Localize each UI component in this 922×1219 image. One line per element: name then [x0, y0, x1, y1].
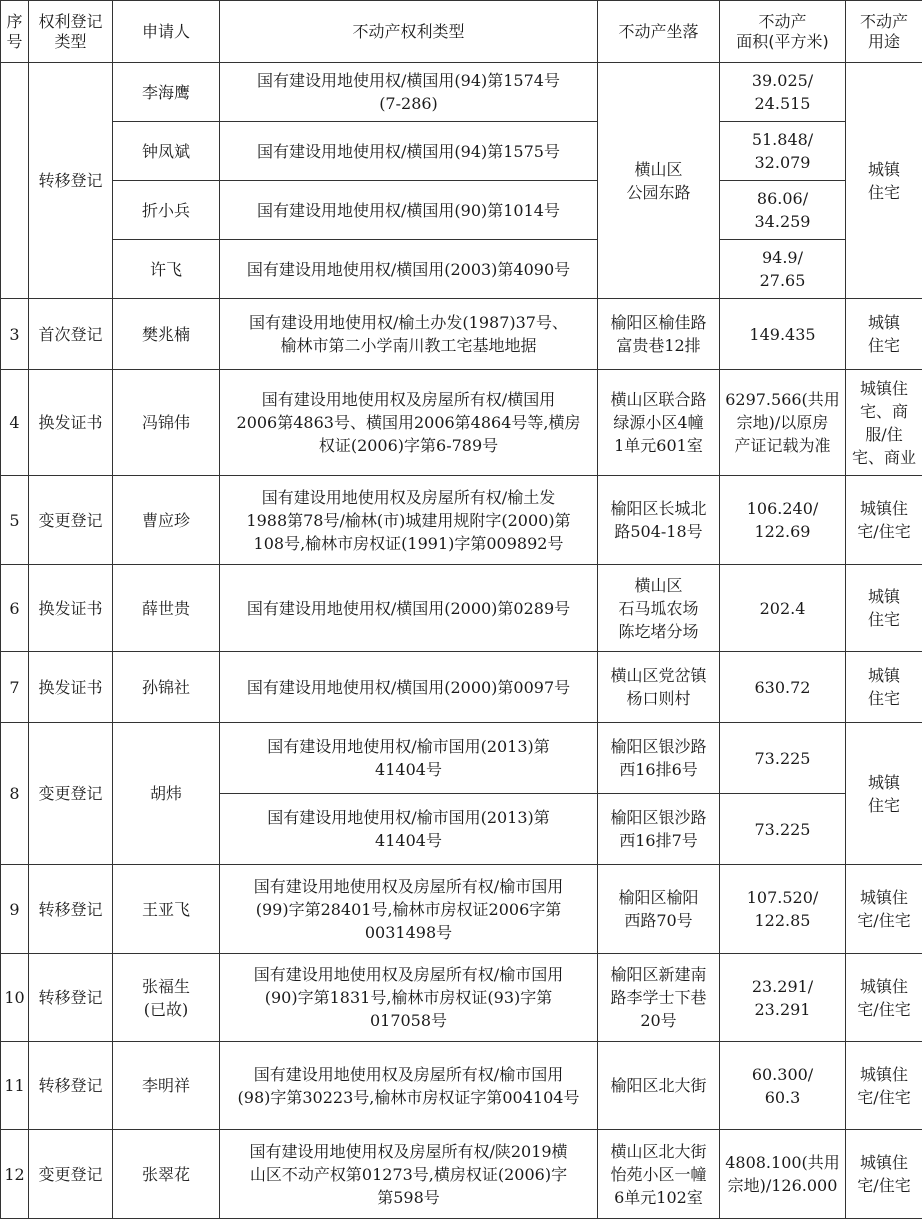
- area-cell: 73.225: [720, 723, 846, 794]
- right-type-cell: 国有建设用地使用权及房屋所有权/陕2019横 山区不动产权第01273号,横房权证(2006)字 第598号: [220, 1130, 598, 1219]
- right-type-cell: 国有建设用地使用权/横国用(94)第1574号 (7-286): [220, 63, 598, 122]
- usage-cell: 城镇 住宅: [846, 63, 922, 299]
- usage-cell: 城镇住 宅/住宅: [846, 954, 922, 1042]
- applicant-cell: 折小兵: [113, 181, 220, 240]
- right-type-cell: 国有建设用地使用权及房屋所有权/榆市国用 (98)字第30223号,榆林市房权证字第004104号: [220, 1042, 598, 1130]
- applicant-cell: 张翠花: [113, 1130, 220, 1219]
- applicant-cell: 樊兆楠: [113, 299, 220, 370]
- area-cell: 107.520/ 122.85: [720, 865, 846, 954]
- location-cell: 榆阳区新建南 路李学士下巷 20号: [598, 954, 720, 1042]
- area-cell: 94.9/ 27.65: [720, 240, 846, 299]
- applicant-cell: 王亚飞: [113, 865, 220, 954]
- usage-cell: 城镇 住宅: [846, 565, 922, 652]
- usage-cell: 城镇住 宅/住宅: [846, 1130, 922, 1219]
- applicant-cell: 钟凤斌: [113, 122, 220, 181]
- table-row: [1, 865, 922, 954]
- area-cell: 202.4: [720, 565, 846, 652]
- location-cell: 横山区 公园东路: [598, 63, 720, 299]
- area-cell: 73.225: [720, 794, 846, 865]
- usage-cell: 城镇 住宅: [846, 652, 922, 723]
- applicant-cell: 许飞: [113, 240, 220, 299]
- right-type-cell: 国有建设用地使用权/横国用(2003)第4090号: [220, 240, 598, 299]
- right-type-cell: 国有建设用地使用权/横国用(2000)第0289号: [220, 565, 598, 652]
- applicant-cell: 孙锦社: [113, 652, 220, 723]
- table-row: [1, 1130, 922, 1219]
- reg-type-cell: 转移登记: [29, 1042, 113, 1130]
- seq-cell: 7: [1, 652, 29, 723]
- right-type-cell: 国有建设用地使用权及房屋所有权/榆市国用 (90)字第1831号,榆林市房权证(93)字第 017058号: [220, 954, 598, 1042]
- applicant-cell: 张福生 (已故): [113, 954, 220, 1042]
- reg-type-cell: 变更登记: [29, 723, 113, 865]
- applicant-cell: 薛世贵: [113, 565, 220, 652]
- area-cell: 6297.566(共用 宗地)/以原房 产证记载为准: [720, 370, 846, 476]
- table-row: [1, 122, 922, 181]
- header-applicant: 申请人: [113, 1, 220, 63]
- area-cell: 149.435: [720, 299, 846, 370]
- area-cell: 106.240/ 122.69: [720, 476, 846, 565]
- location-cell: 榆阳区长城北 路504-18号: [598, 476, 720, 565]
- usage-cell: 城镇住 宅/住宅: [846, 865, 922, 954]
- reg-type-cell: 转移登记: [29, 865, 113, 954]
- header-reg-type: 权利登记 类型: [29, 1, 113, 63]
- usage-cell: 城镇住 宅/住宅: [846, 1042, 922, 1130]
- header-right-type: 不动产权利类型: [220, 1, 598, 63]
- reg-type-cell: 变更登记: [29, 1130, 113, 1219]
- usage-cell: 城镇住 宅/住宅: [846, 476, 922, 565]
- seq-cell: 12: [1, 1130, 29, 1219]
- right-type-cell: 国有建设用地使用权/榆土办发(1987)37号、 榆林市第二小学南川教工宅基地地据: [220, 299, 598, 370]
- usage-cell: 城镇 住宅: [846, 723, 922, 865]
- right-type-cell: 国有建设用地使用权/榆市国用(2013)第 41404号: [220, 794, 598, 865]
- location-cell: 榆阳区北大街: [598, 1042, 720, 1130]
- right-type-cell: 国有建设用地使用权及房屋所有权/榆土发 1988第78号/榆林(市)城建用规附字(2000)第 108号,榆林市房权证(1991)字第009892号: [220, 476, 598, 565]
- table-row: [1, 954, 922, 1042]
- seq-cell: 5: [1, 476, 29, 565]
- right-type-cell: 国有建设用地使用权/横国用(2000)第0097号: [220, 652, 598, 723]
- seq-cell: [1, 63, 29, 299]
- location-cell: 横山区联合路 绿源小区4幢 1单元601室: [598, 370, 720, 476]
- right-type-cell: 国有建设用地使用权/横国用(94)第1575号: [220, 122, 598, 181]
- table-row: [1, 63, 922, 122]
- area-cell: 23.291/ 23.291: [720, 954, 846, 1042]
- table-row: [1, 652, 922, 723]
- table-row: [1, 565, 922, 652]
- right-type-cell: 国有建设用地使用权/榆市国用(2013)第 41404号: [220, 723, 598, 794]
- table-row: [1, 723, 922, 794]
- right-type-cell: 国有建设用地使用权/横国用(90)第1014号: [220, 181, 598, 240]
- location-cell: 横山区党岔镇 杨口则村: [598, 652, 720, 723]
- area-cell: 60.300/ 60.3: [720, 1042, 846, 1130]
- location-cell: 横山区 石马坬农场 陈圪堵分场: [598, 565, 720, 652]
- table-row: [1, 1042, 922, 1130]
- area-cell: 4808.100(共用 宗地)/126.000: [720, 1130, 846, 1219]
- area-cell: 630.72: [720, 652, 846, 723]
- applicant-cell: 李明祥: [113, 1042, 220, 1130]
- header-location: 不动产坐落: [598, 1, 720, 63]
- area-cell: 86.06/ 34.259: [720, 181, 846, 240]
- applicant-cell: 李海鹰: [113, 63, 220, 122]
- location-cell: 榆阳区榆阳 西路70号: [598, 865, 720, 954]
- usage-cell: 城镇住 宅、商 服/住 宅、商业: [846, 370, 922, 476]
- table-row: [1, 476, 922, 565]
- seq-cell: 11: [1, 1042, 29, 1130]
- reg-type-cell: 换发证书: [29, 370, 113, 476]
- seq-cell: 6: [1, 565, 29, 652]
- usage-cell: 城镇 住宅: [846, 299, 922, 370]
- location-cell: 榆阳区银沙路 西16排6号: [598, 723, 720, 794]
- table-row: [1, 299, 922, 370]
- table-row: [1, 240, 922, 299]
- seq-cell: 10: [1, 954, 29, 1042]
- reg-type-cell: 换发证书: [29, 652, 113, 723]
- reg-type-cell: 转移登记: [29, 63, 113, 299]
- header-seq: 序 号: [1, 1, 29, 63]
- location-cell: 横山区北大街 怡苑小区一幢 6单元102室: [598, 1130, 720, 1219]
- right-type-cell: 国有建设用地使用权及房屋所有权/榆市国用 (99)字第28401号,榆林市房权证2006字第 0031498号: [220, 865, 598, 954]
- table-row: [1, 181, 922, 240]
- header-usage: 不动产 用途: [846, 1, 922, 63]
- applicant-cell: 胡炜: [113, 723, 220, 865]
- applicant-cell: 冯锦伟: [113, 370, 220, 476]
- area-cell: 51.848/ 32.079: [720, 122, 846, 181]
- reg-type-cell: 变更登记: [29, 476, 113, 565]
- seq-cell: 4: [1, 370, 29, 476]
- location-cell: 榆阳区榆佳路 富贵巷12排: [598, 299, 720, 370]
- seq-cell: 8: [1, 723, 29, 865]
- reg-type-cell: 首次登记: [29, 299, 113, 370]
- area-cell: 39.025/ 24.515: [720, 63, 846, 122]
- applicant-cell: 曹应珍: [113, 476, 220, 565]
- right-type-cell: 国有建设用地使用权及房屋所有权/横国用 2006第4863号、横国用2006第4864号等,横房 权证(2006)字第6-789号: [220, 370, 598, 476]
- seq-cell: 3: [1, 299, 29, 370]
- header-row: [1, 1, 922, 63]
- seq-cell: 9: [1, 865, 29, 954]
- location-cell: 榆阳区银沙路 西16排7号: [598, 794, 720, 865]
- header-area: 不动产 面积(平方米): [720, 1, 846, 63]
- reg-type-cell: 换发证书: [29, 565, 113, 652]
- table-row: [1, 370, 922, 476]
- reg-type-cell: 转移登记: [29, 954, 113, 1042]
